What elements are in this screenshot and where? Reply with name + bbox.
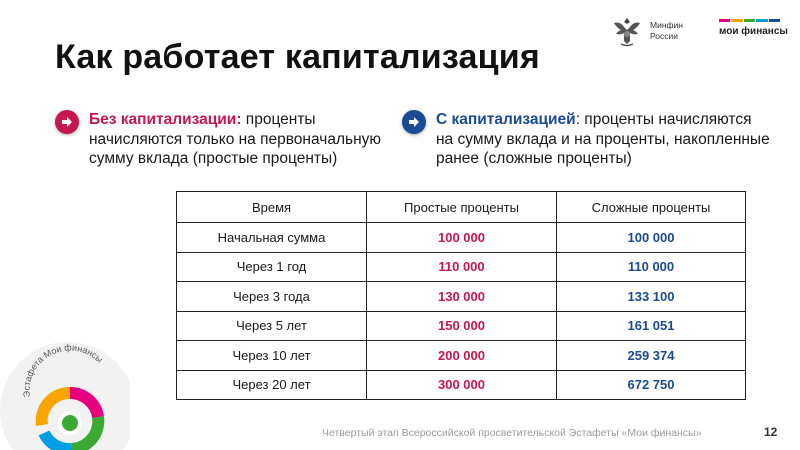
table-header-row bbox=[177, 192, 746, 223]
page-number: 12 bbox=[764, 425, 778, 439]
logo-color-bar bbox=[719, 19, 781, 22]
capitalization-heading: С капитализацией bbox=[436, 111, 576, 128]
minfin-line2: России bbox=[650, 31, 679, 41]
simple-interest-value: 150 000 bbox=[367, 311, 557, 341]
capitalization-description: : проценты начисляются на сумму вклада и на проценты, накопленные ранее (сложные проценты) bbox=[436, 111, 770, 167]
moi-finansy-logo-text: мои финансы bbox=[719, 26, 788, 37]
header-compound-interest: Сложные проценты bbox=[557, 192, 746, 223]
simple-interest-value: 200 000 bbox=[367, 341, 557, 371]
compound-interest-value: 161 051 bbox=[557, 311, 746, 341]
no-capitalization-heading: Без капитализации: bbox=[89, 111, 242, 128]
table-row bbox=[177, 370, 746, 400]
arrow-right-icon bbox=[55, 110, 79, 134]
minfin-line1: Минфин bbox=[650, 20, 683, 30]
compound-interest-value: 110 000 bbox=[557, 252, 746, 282]
row-period: Через 3 года bbox=[177, 282, 367, 312]
no-capitalization-block bbox=[55, 110, 395, 169]
badge-text: Эстафета Мои финансы bbox=[21, 342, 105, 398]
table-row bbox=[177, 311, 746, 341]
simple-interest-value: 110 000 bbox=[367, 252, 557, 282]
row-period: Через 1 год bbox=[177, 252, 367, 282]
page-title: Как работает капитализация bbox=[55, 38, 540, 76]
compound-interest-value: 259 374 bbox=[557, 341, 746, 371]
simple-interest-value: 300 000 bbox=[367, 370, 557, 400]
arrow-right-icon bbox=[402, 110, 426, 134]
moi-finansy-logo bbox=[719, 19, 788, 37]
simple-interest-value: 100 000 bbox=[367, 223, 557, 253]
no-capitalization-description: проценты начисляются только на первоначальную сумму вклада (простые проценты) bbox=[89, 111, 382, 167]
table-row bbox=[177, 341, 746, 371]
table-row bbox=[177, 282, 746, 312]
footer-text: Четвертый этап Всероссийской просветительской Эстафеты «Мои финансы» bbox=[322, 427, 702, 439]
row-period: Через 10 лет bbox=[177, 341, 367, 371]
row-period: Через 5 лет bbox=[177, 311, 367, 341]
compound-interest-value: 672 750 bbox=[557, 370, 746, 400]
no-capitalization-text bbox=[89, 110, 395, 169]
row-period: Через 20 лет bbox=[177, 370, 367, 400]
header-time: Время bbox=[177, 192, 367, 223]
table-row bbox=[177, 252, 746, 282]
minfin-logo bbox=[610, 14, 683, 48]
row-period: Начальная сумма bbox=[177, 223, 367, 253]
eagle-emblem-icon bbox=[610, 14, 644, 48]
relay-badge-logo bbox=[0, 325, 130, 450]
capitalization-text bbox=[436, 110, 772, 169]
compound-interest-value: 100 000 bbox=[557, 223, 746, 253]
minfin-label bbox=[650, 20, 683, 42]
interest-comparison-table bbox=[176, 191, 746, 400]
capitalization-block bbox=[402, 110, 772, 169]
simple-interest-value: 130 000 bbox=[367, 282, 557, 312]
header-simple-interest: Простые проценты bbox=[367, 192, 557, 223]
compound-interest-value: 133 100 bbox=[557, 282, 746, 312]
table-row bbox=[177, 223, 746, 253]
